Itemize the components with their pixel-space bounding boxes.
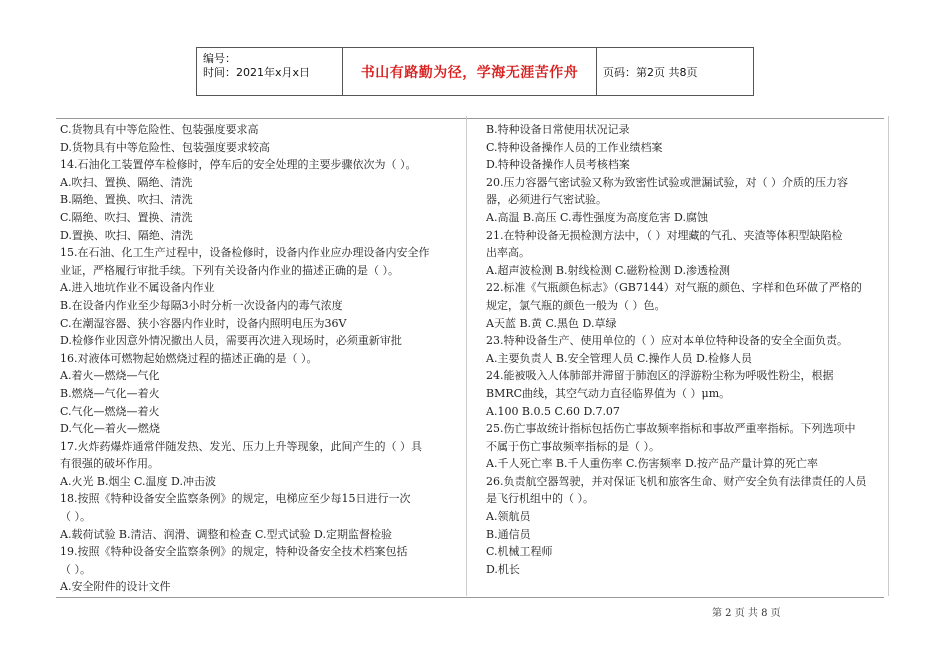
left-column: [60, 121, 464, 596]
question-17: 17.火炸药爆炸通常伴随发热、发光、压力上升等现象，此间产生的（ ）具: [60, 439, 422, 453]
option-line: A.主要负责人 B.安全管理人员 C.操作人员 D.检修人员: [486, 351, 752, 365]
text-line: 不属于伤亡事故频率指标的是（ ）。: [486, 439, 660, 453]
question-22: 22.标准《气瓶颜色标志》（GB7144）对气瓶的颜色、字样和色环做了严格的: [486, 281, 862, 295]
option-line: A.着火—燃烧—气化: [60, 369, 160, 383]
option-line: A.千人死亡率 B.千人重伤率 C.伤害频率 D.按产品产量计算的死亡率: [486, 457, 818, 471]
text-line: 业证，严格履行审批手续。下列有关设备内作业的描述正确的是（ ）。: [60, 263, 399, 277]
option-line: A.领航员: [486, 510, 531, 524]
option-line: D.气化—着火—燃烧: [60, 422, 160, 436]
option-line: B.通信员: [486, 527, 531, 541]
column-divider: [466, 116, 467, 596]
option-line: A.超声波检测 B.射线检测 C.磁粉检测 D.渗透检测: [486, 263, 730, 277]
header-motto: 书山有路勤为径，学海无涯苦作舟: [343, 48, 597, 95]
text-line: 出率高。: [486, 246, 530, 260]
option-line: B.在设备内作业至少每隔3小时分析一次设备内的毒气浓度: [60, 298, 343, 312]
page-header: [196, 47, 754, 96]
bottom-rule: [56, 597, 884, 598]
text-line: 有很强的破坏作用。: [60, 457, 159, 471]
option-line: A.100 B.0.5 C.60 D.7.07: [486, 404, 620, 418]
text-line: 规定，氯气瓶的颜色一般为（ ）色。: [486, 298, 666, 312]
question-18: 18.按照《特种设备安全监察条例》的规定，电梯应至少每15日进行一次: [60, 492, 411, 506]
text-line: 是飞行机组中的（ ）。: [486, 492, 594, 506]
option-line: C.在潮湿容器、狭小容器内作业时，设备内照明电压为36V: [60, 316, 347, 330]
top-rule: [56, 118, 884, 119]
option-line: B.燃烧—气化—着火: [60, 386, 160, 400]
option-line: C.机械工程师: [486, 545, 553, 559]
text-line: C.货物具有中等危险性、包装强度要求高: [60, 123, 259, 136]
question-16: 16.对液体可燃物起始燃烧过程的描述正确的是（ ）。: [60, 351, 318, 365]
text-line: （ ）。: [60, 510, 91, 524]
text-line: 器，必须进行气密试验。: [486, 193, 607, 207]
option-line: D.检修作业因意外情况撤出人员，需要再次进入现场时，必须重新审批: [60, 334, 402, 348]
text-line: D.货物具有中等危险性、包装强度要求较高: [60, 140, 270, 154]
text-line: （ ）。: [60, 562, 91, 576]
question-14: 14.石油化工装置停车检修时，停车后的安全处理的主要步骤依次为（ ）。: [60, 158, 417, 172]
header-meta: [197, 48, 343, 95]
header-page-info: 页码：第2页 共8页: [603, 65, 698, 79]
question-19: 19.按照《特种设备安全监察条例》的规定，特种设备安全技术档案包括: [60, 545, 408, 559]
right-column: [486, 121, 890, 578]
question-15: 15.在石油、化工生产过程中，设备检修时，设备内作业应办理设备内安全作: [60, 246, 430, 260]
option-line: B.特种设备日常使用状况记录: [486, 123, 630, 136]
option-line: A.进入地坑作业不属设备内作业: [60, 281, 215, 295]
option-line: A.高温 B.高压 C.毒性强度为高度危害 D.腐蚀: [486, 210, 708, 224]
option-line: D.特种设备操作人员考核档案: [486, 158, 630, 172]
option-line: A.火光 B.烟尘 C.温度 D.冲击波: [60, 474, 216, 488]
page-footer: 第 2 页 共 8 页: [712, 608, 781, 619]
option-line: A.安全附件的设计文件: [60, 580, 171, 594]
option-line: C.隔绝、吹扫、置换、清洗: [60, 210, 193, 224]
option-line: C.气化—燃烧—着火: [60, 404, 160, 418]
question-24: 24.能被吸入人体肺部并滞留于肺泡区的浮游粉尘称为呼吸性粉尘，根据: [486, 369, 834, 383]
question-20: 20.压力容器气密试验又称为致密性试验或泄漏试验，对（ ）介质的压力容: [486, 175, 848, 189]
question-23: 23.特种设备生产、使用单位的（ ）应对本单位特种设备的安全全面负责。: [486, 334, 848, 348]
text-line: BMRC曲线，其空气动力直径临界值为（ ）μm。: [486, 386, 731, 400]
number-label: 编号：: [203, 52, 236, 65]
question-25: 25.伤亡事故统计指标包括伤亡事故频率指标和事故严重率指标。下列选项中: [486, 422, 856, 436]
question-21: 21.在特种设备无损检测方法中，（ ）对埋藏的气孔、夹渣等体积型缺陷检: [486, 228, 843, 242]
option-line: A天蓝 B.黄 C.黑色 D.草绿: [486, 316, 617, 330]
question-26: 26.负责航空器驾驶，并对保证飞机和旅客生命、财产安全负有法律责任的人员: [486, 474, 867, 488]
time-label: 时间：2021年x月x日: [203, 66, 311, 79]
option-line: C.特种设备操作人员的工作业绩档案: [486, 140, 663, 154]
option-line: B.隔绝、置换、吹扫、清洗: [60, 193, 193, 207]
option-line: D.置换、吹扫、隔绝、清洗: [60, 228, 193, 242]
option-line: D.机长: [486, 562, 520, 576]
option-line: A.吹扫、置换、隔绝、清洗: [60, 175, 193, 189]
option-line: A.载荷试验 B.清洁、润滑、调整和检查 C.型式试验 D.定期监督检验: [60, 527, 392, 541]
